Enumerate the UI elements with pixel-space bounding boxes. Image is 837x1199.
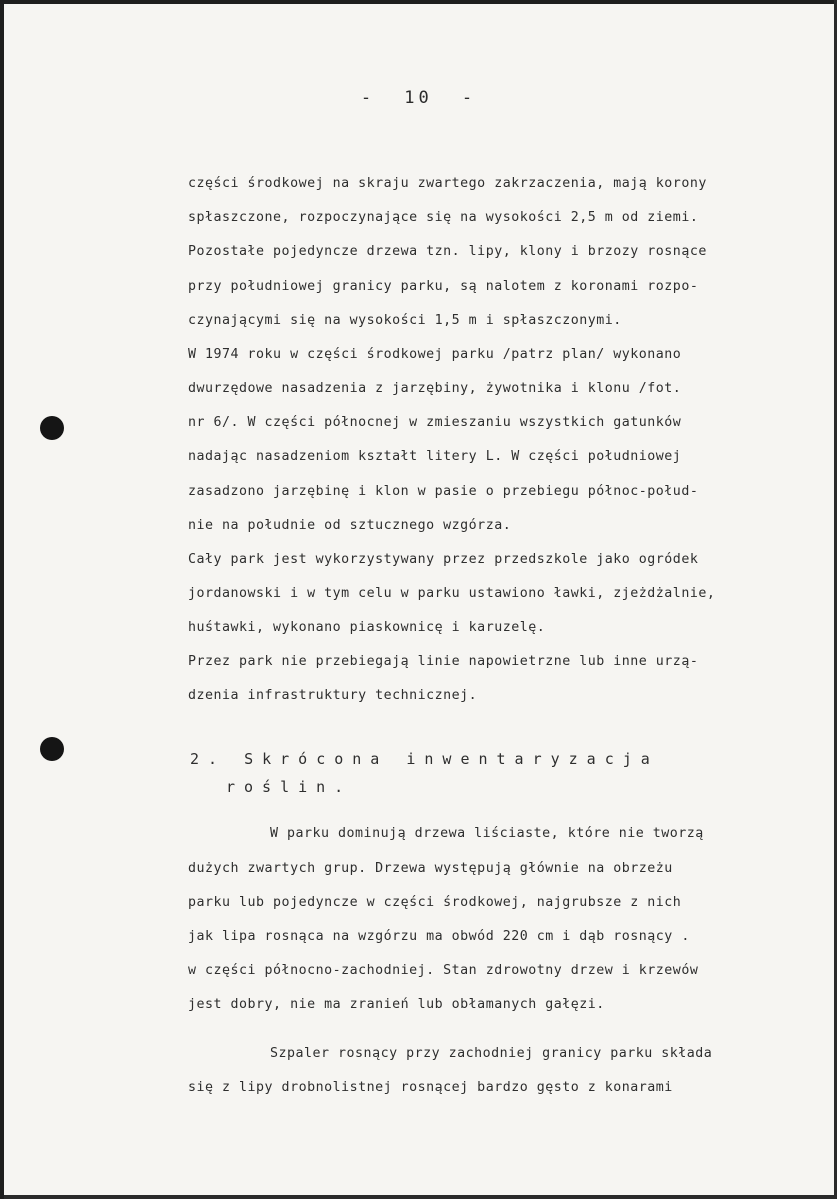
page-number-dash-left: - [360, 88, 376, 108]
scan-border-bottom [0, 1195, 837, 1199]
text-line: dzenia infrastruktury technicznej. [188, 688, 478, 703]
text-line: parku lub pojedyncze w części środkowej, najgrubsze z nich [188, 895, 682, 910]
text-line: przy południowej granicy parku, są nalotem z koronami rozpo- [188, 279, 699, 294]
page-number-header [0, 88, 837, 108]
text-line: Przez park nie przebiegają linie napowietrzne lub inne urzą- [188, 654, 699, 669]
text-line: się z lipy drobnolistnej rosnącej bardzo gęsto z konarami [188, 1080, 673, 1095]
punch-hole [40, 737, 64, 761]
text-line: jak lipa rosnąca na wzgórzu ma obwód 220 cm i dąb rosnący . [188, 929, 690, 944]
section-heading: 2. Skrócona inwentaryzacja [190, 750, 659, 768]
text-line: dużych zwartych grup. Drzewa występują głównie na obrzeżu [188, 861, 673, 876]
text-line: nadając nasadzeniom kształt litery L. W części południowej [188, 449, 682, 464]
text-line: Szpaler rosnący przy zachodniej granicy parku składa [270, 1046, 713, 1061]
text-line: jest dobry, nie ma zranień lub obłamanych gałęzi. [188, 997, 605, 1012]
scan-border-left [0, 0, 4, 1199]
page-number-dash-right: - [461, 88, 477, 108]
text-line: czynającymi się na wysokości 1,5 m i spłaszczonymi. [188, 313, 622, 328]
text-line: części środkowej na skraju zwartego zakrzaczenia, mają korony [188, 176, 707, 191]
punch-hole [40, 416, 64, 440]
text-line: w części północno-zachodniej. Stan zdrowotny drzew i krzewów [188, 963, 699, 978]
text-line: zasadzono jarzębinę i klon w pasie o przebiegu północ-połud- [188, 484, 699, 499]
scan-border-top [0, 0, 837, 4]
text-line: W 1974 roku w części środkowej parku /patrz plan/ wykonano [188, 347, 682, 362]
text-line: spłaszczone, rozpoczynające się na wysokości 2,5 m od ziemi. [188, 210, 699, 225]
text-line: jordanowski i w tym celu w parku ustawiono ławki, zjeżdżalnie, [188, 586, 716, 601]
text-line: huśtawki, wykonano piaskownicę i karuzelę. [188, 620, 546, 635]
text-line: nie na południe od sztucznego wzgórza. [188, 518, 512, 533]
page-number: 10 [404, 88, 433, 108]
text-line: nr 6/. W części północnej w zmieszaniu wszystkich gatunków [188, 415, 682, 430]
text-line: Cały park jest wykorzystywany przez przedszkole jako ogródek [188, 552, 699, 567]
section-heading-continuation: roślin. [226, 778, 353, 796]
text-line: W parku dominują drzewa liściaste, które nie tworzą [270, 826, 704, 841]
text-line: dwurzędowe nasadzenia z jarzębiny, żywotnika i klonu /fot. [188, 381, 682, 396]
text-line: Pozostałe pojedyncze drzewa tzn. lipy, klony i brzozy rosnące [188, 244, 707, 259]
